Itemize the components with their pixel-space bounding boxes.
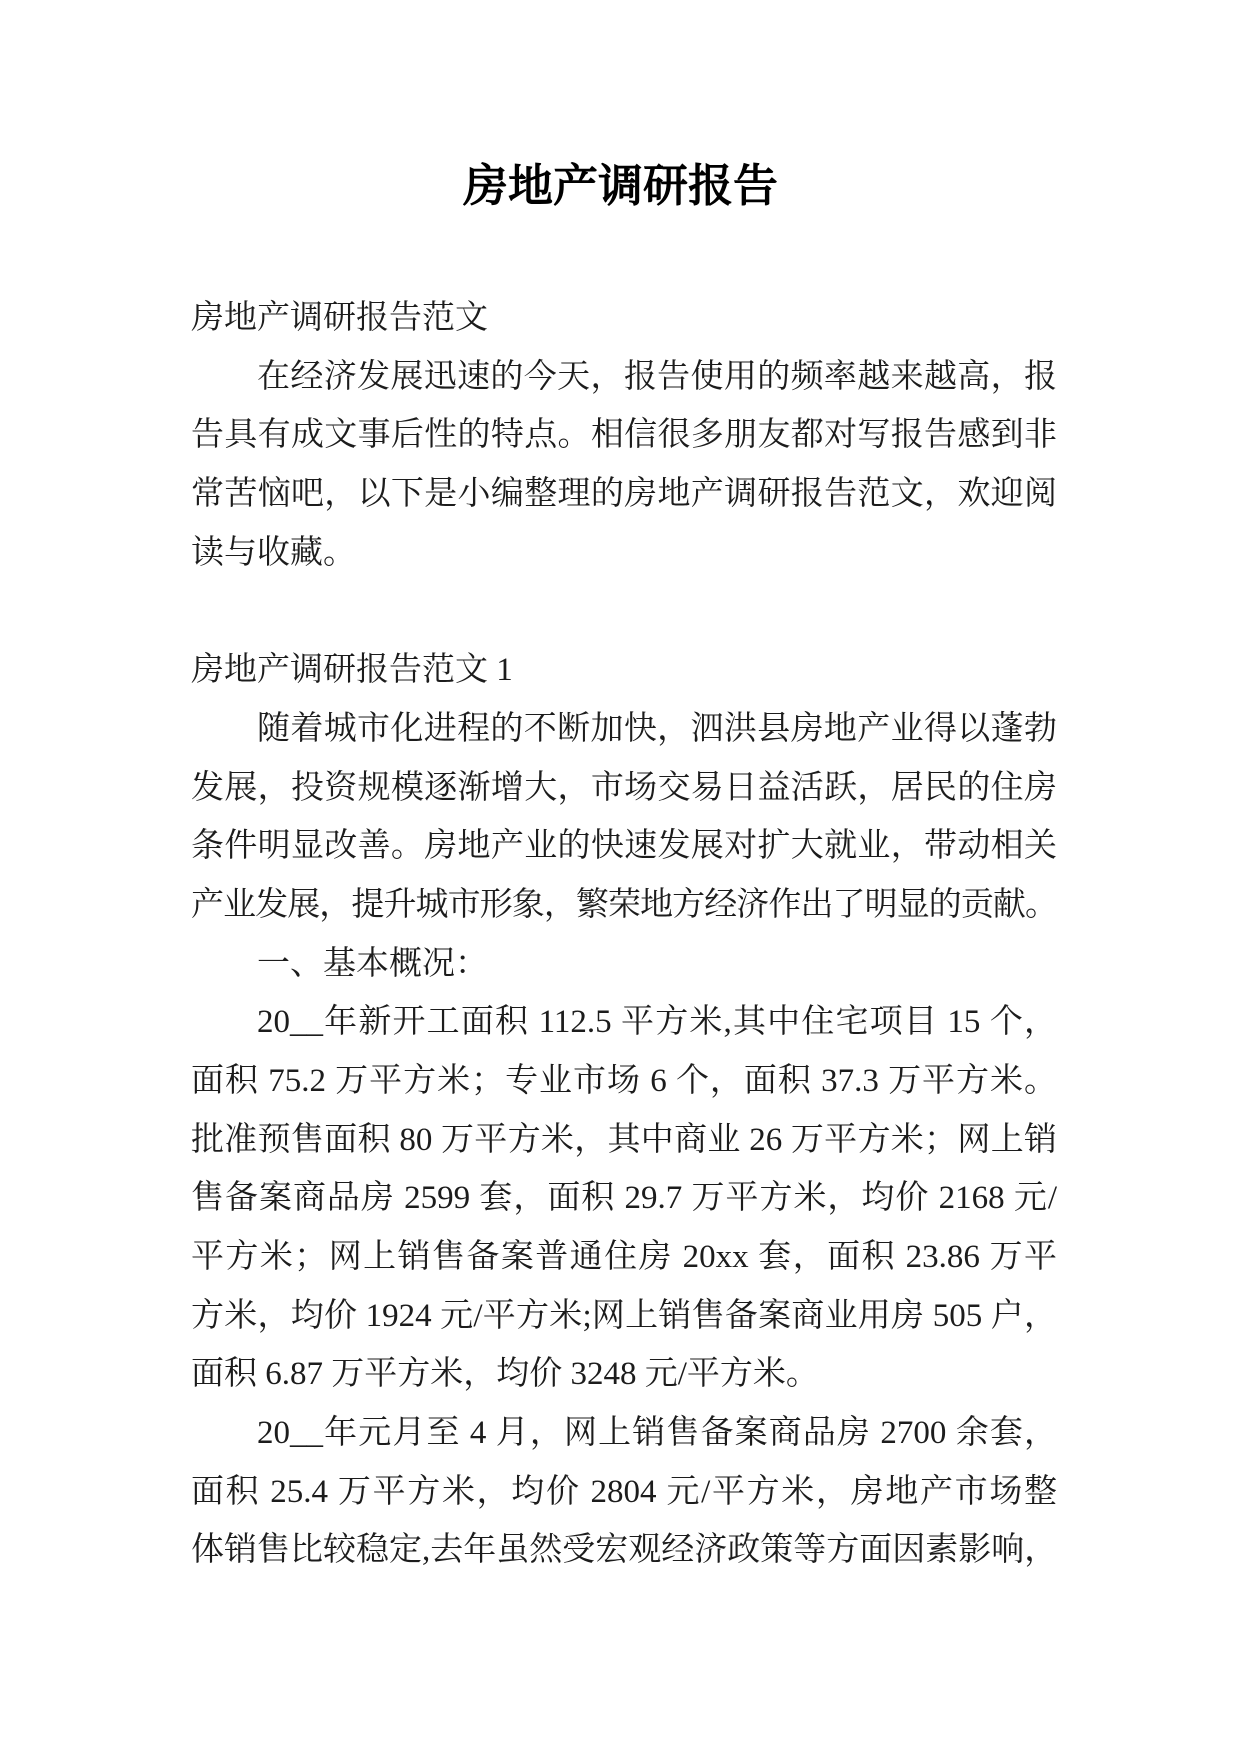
- text-line: 常苦恼吧，以下是小编整理的房地产调研报告范文，欢迎阅: [191, 476, 1057, 513]
- body-paragraph: [191, 993, 1057, 1404]
- text-line: 随着城市化进程的不断加快，泗洪县房地产业得以蓬勃: [257, 710, 1057, 747]
- text-line: 20__年元月至 4 月，网上销售备案商品房 2700 余套，: [257, 1415, 1057, 1452]
- text-line: 在经济发展迅速的今天，报告使用的频率越来越高，报: [257, 358, 1057, 395]
- text-line: 售备案商品房 2599 套，面积 29.7 万平方米，均价 2168 元/: [191, 1180, 1057, 1217]
- text-line: 体销售比较稳定,去年虽然受宏观经济政策等方面因素影响，: [191, 1532, 1058, 1569]
- section-heading: 房地产调研报告范文 1: [191, 652, 513, 689]
- text-line: 批准预售面积 80 万平方米，其中商业 26 万平方米；网上销: [191, 1121, 1057, 1158]
- intro-paragraph: [191, 348, 1057, 583]
- section-subheading: [191, 935, 1057, 994]
- text-line: 面积 25.4 万平方米，均价 2804 元/平方米，房地产市场整: [191, 1473, 1057, 1510]
- document-title: 房地产调研报告: [462, 159, 778, 212]
- text-line: 读与收藏。: [191, 534, 356, 571]
- text-line: 面积 75.2 万平方米；专业市场 6 个，面积 37.3 万平方米。: [191, 1062, 1057, 1099]
- document-body: [191, 289, 1057, 1580]
- body-paragraph: [191, 1404, 1057, 1580]
- text-line: 告具有成文事后性的特点。相信很多朋友都对写报告感到非: [191, 417, 1057, 454]
- body-paragraph: [191, 700, 1057, 935]
- text-line: 发展，投资规模逐渐增大，市场交易日益活跃，居民的住房: [191, 769, 1057, 806]
- text-line: 一、基本概况：: [257, 945, 488, 982]
- document-subtitle: 房地产调研报告范文: [191, 300, 488, 336]
- text-line: 平方米；网上销售备案普通住房 20xx 套，面积 23.86 万平: [191, 1239, 1057, 1275]
- paragraph-spacer: [191, 582, 1057, 641]
- text-line: 面积 6.87 万平方米，均价 3248 元/平方米。: [191, 1356, 819, 1393]
- text-line: 产业发展，提升城市形象，繁荣地方经济作出了明显的贡献。: [191, 886, 1057, 923]
- text-line: 方米，均价 1924 元/平方米;网上销售备案商业用房 505 户，: [191, 1297, 1057, 1334]
- text-line: 20__年新开工面积 112.5 平方米,其中住宅项目 15 个，: [257, 1004, 1057, 1041]
- text-line: 条件明显改善。房地产业的快速发展对扩大就业，带动相关: [191, 828, 1057, 865]
